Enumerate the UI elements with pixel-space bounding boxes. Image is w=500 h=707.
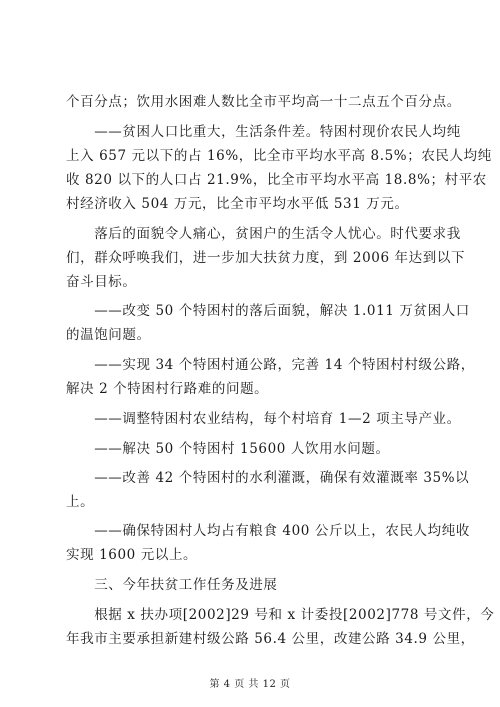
page-number-footer: 第 4 页 共 12 页 [209, 679, 291, 690]
text-line: 的温饱问题。 [66, 327, 151, 343]
text-line: ——确保特困村人均占有粮食 400 公斤以上，农民人均纯收 [66, 523, 470, 539]
text-line: ——改变 50 个特困村的落后面貌，解决 1.011 万贫困人口 [66, 303, 470, 319]
text-line: 根据 x 扶办项[2002]29 号和 x 计委投[2002]778 号文件，今 [66, 607, 495, 623]
text-line: 上入 657 元以下的占 16%，比全市平均水平高 8.5%；农民人均纯 [66, 148, 492, 164]
text-line: ——改善 42 个特困村的水利灌溉，确保有效灌溉率 35%以 [66, 470, 470, 486]
text-line: 收 820 以下的人口占 21.9%，比全市平均水平高 18.8%；村平农 [66, 172, 487, 188]
text-line: 村经济收入 504 万元，比全市平均水平低 531 万元。 [66, 196, 409, 212]
text-line: 解决 2 个特困村行路难的问题。 [66, 381, 269, 397]
section-heading: 三、今年扶贫工作任务及进展 [66, 577, 278, 593]
text-line: ——贫困人口比重大，生活条件差。特困村现价农民人均纯 [66, 124, 461, 140]
text-line: ——解决 50 个特困村 15600 人饮用水问题。 [66, 441, 390, 457]
text-line: 个百分点；饮用水困难人数比全市平均高一十二点五个百分点。 [66, 94, 461, 110]
text-line: 年我市主要承担新建村级公路 56.4 公里，改建公路 34.9 公里， [66, 631, 475, 647]
text-line: ——调整特困村农业结构，每个村培育 1—2 项主导产业。 [66, 411, 461, 427]
text-line: 们，群众呼唤我们，进一步加大扶贫力度，到 2006 年达到以下 [66, 250, 466, 266]
text-line: 实现 1600 元以上。 [66, 547, 198, 563]
text-line: 上。 [66, 494, 95, 510]
text-line: 落后的面貌令人痛心，贫困户的生活令人忧心。时代要求我 [66, 226, 461, 242]
text-line: 奋斗目标。 [66, 274, 137, 290]
text-line: ——实现 34 个特困村通公路，完善 14 个特困村村级公路， [66, 357, 475, 373]
